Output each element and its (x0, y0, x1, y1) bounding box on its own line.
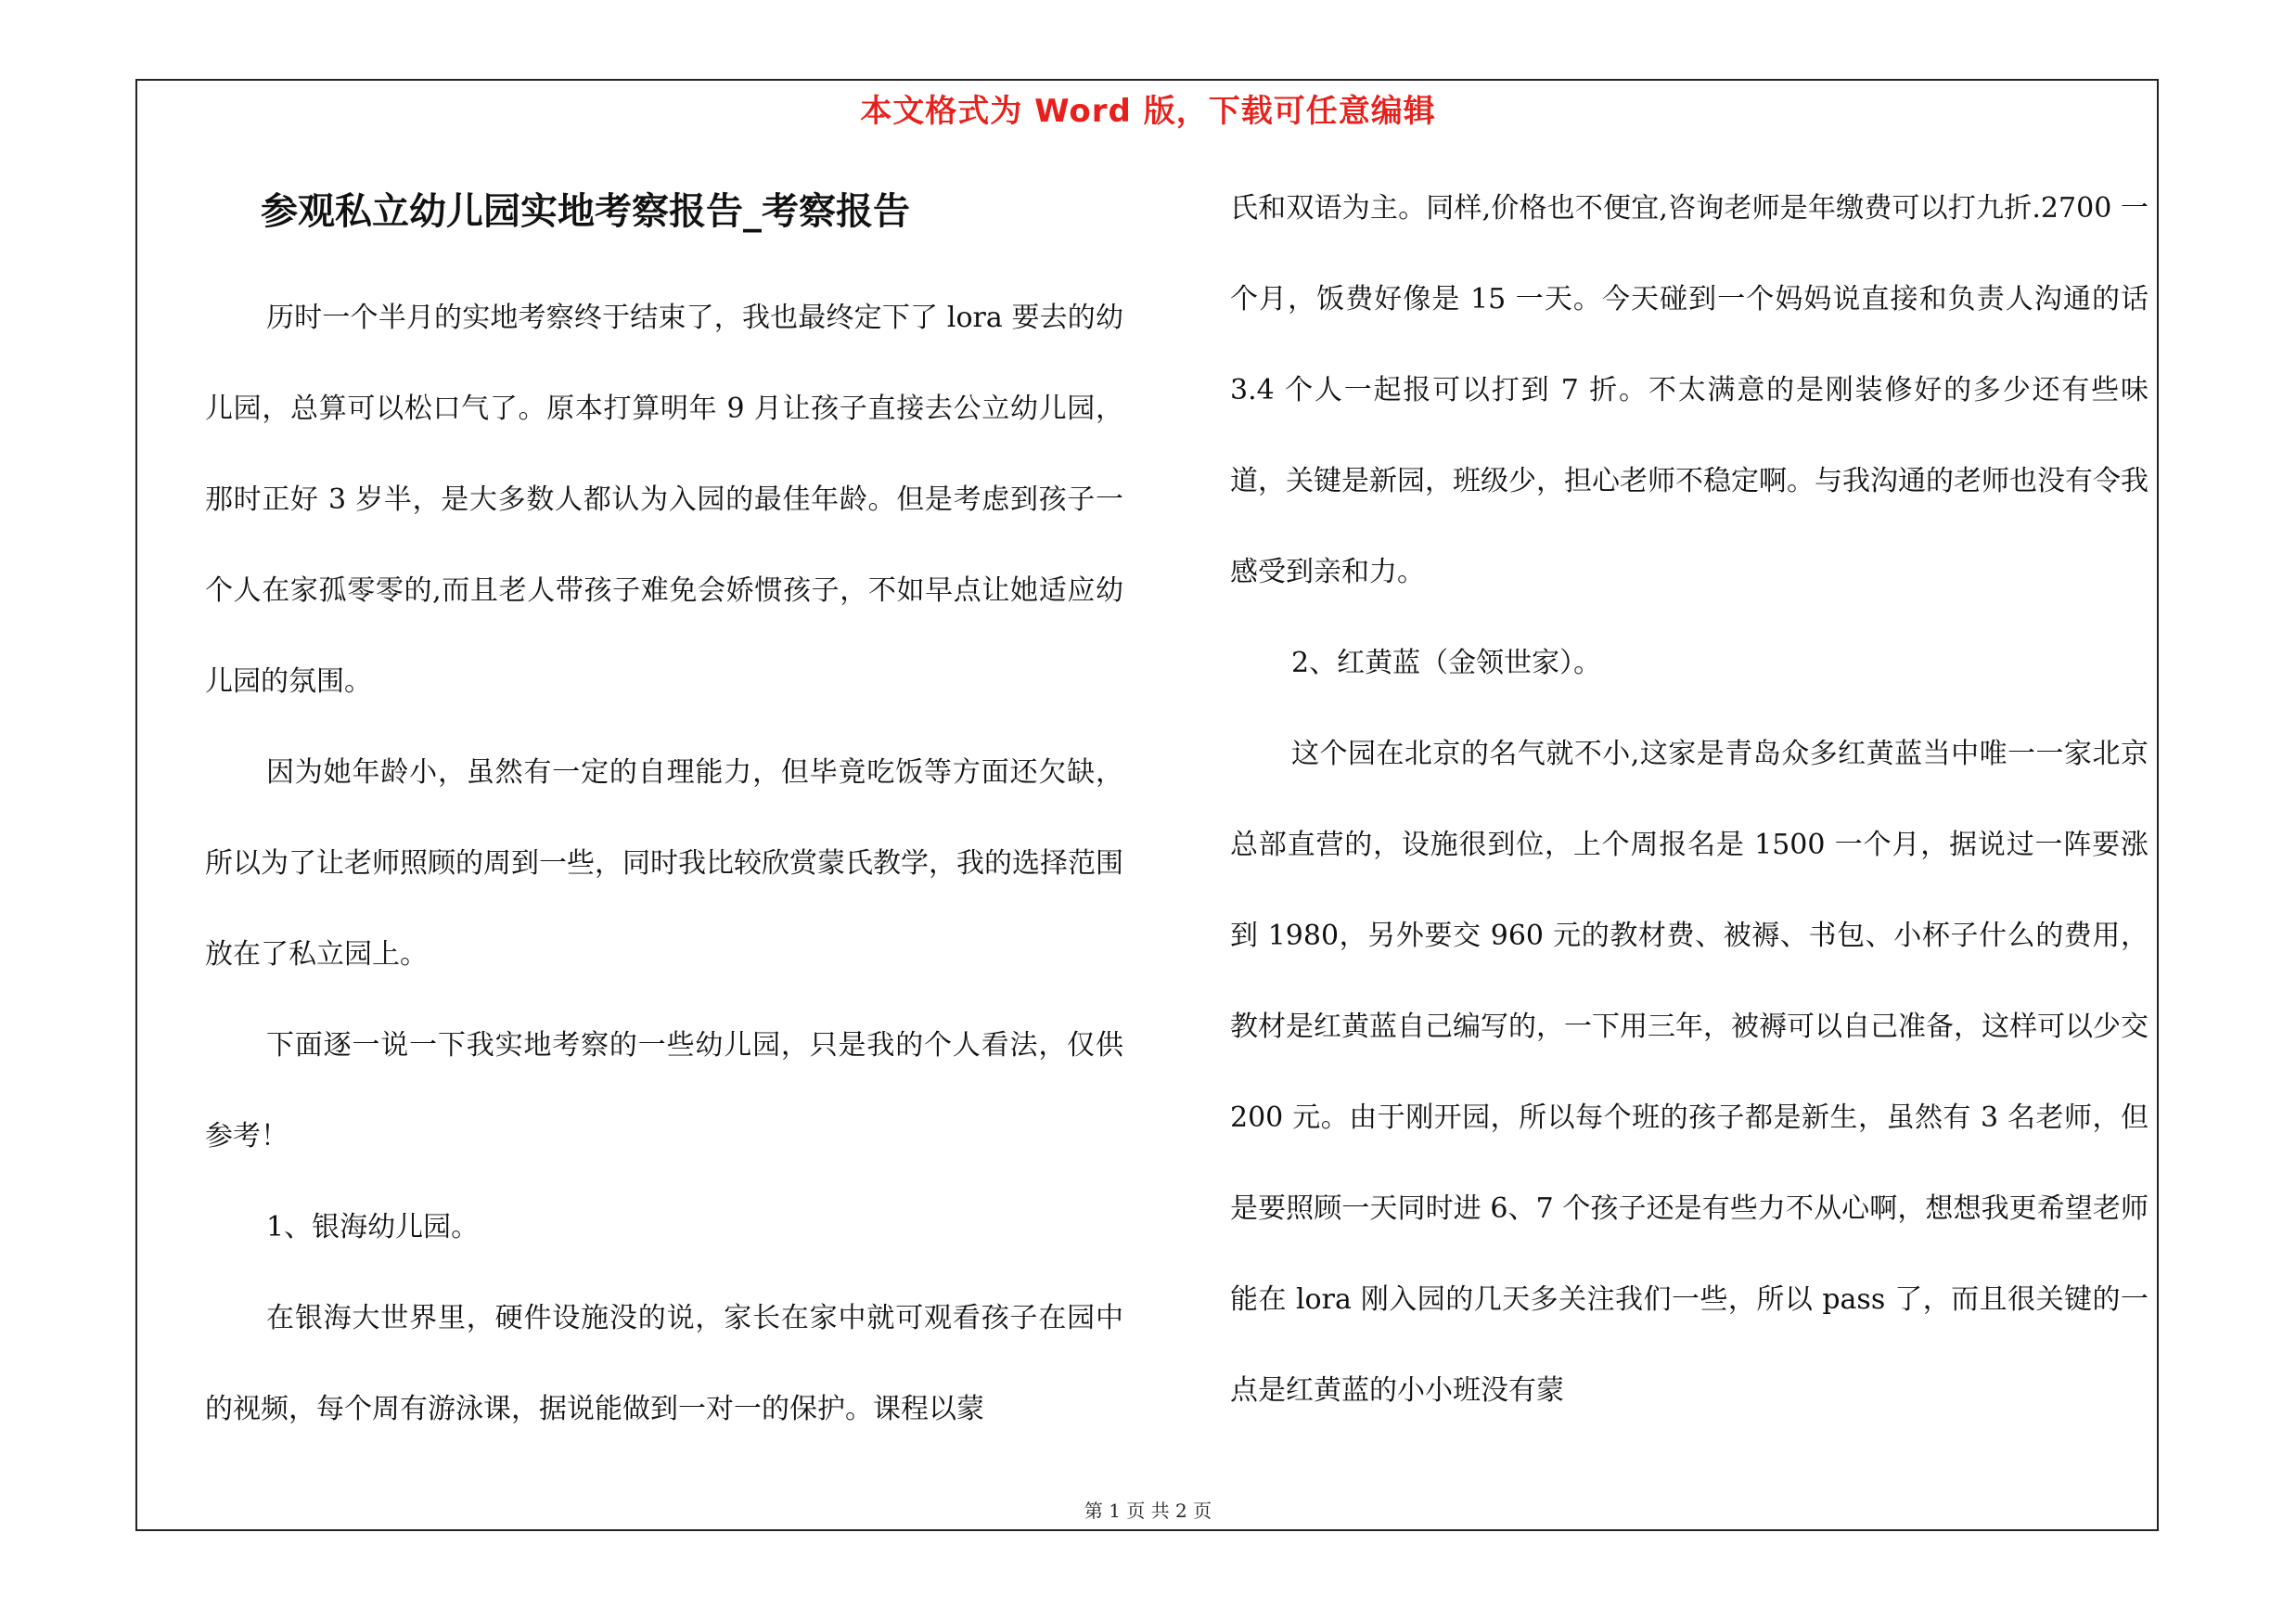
document-title: 参观私立幼儿园实地考察报告_考察报告 (261, 189, 910, 233)
left-column (205, 182, 1123, 1455)
section-heading: 2、红黄蓝（金领世家）。 (1291, 647, 1602, 679)
page-footer: 第 1 页 共 2 页 (1084, 1500, 1212, 1522)
paragraph: 氏和双语为主。同样,价格也不便宜,咨询老师是年缴费可以打九折.2700 一个月，饭费好像是 15 一天。今天碰到一个妈妈说直接和负责人沟通的话 3.4 个人一起报可以打到 7 折。不太满意的是刚装修好的多少还有些味道，关键是新园，班级少，担心老师不稳定啊。与我沟通的老师也没有令我感受到亲和力。 (1230, 192, 2148, 588)
paragraph: 在银海大世界里，硬件设施没的说，家长在家中就可观看孩子在园中的视频，每个周有游泳课，据说能做到一对一的保护。课程以蒙 (205, 1302, 1123, 1425)
paragraph: 这个园在北京的名气就不小,这家是青岛众多红黄蓝当中唯一一家北京总部直营的，设施很到位，上个周报名是 1500 一个月，据说过一阵要涨到 1980，另外要交 960 元的教材费、被褥、书包、小杯子什么的费用，教材是红黄蓝自己编写的，一下用三年，被褥可以自己准备，这样可以少交 200 元。由于刚开园，所以每个班的孩子都是新生，虽然有 3 名老师，但是要照顾一天同时进 6、7 个孩子还是有些力不从心啊，想想我更希望老师能在 lora 刚入园的几天多关注我们一些，所以 pass 了，而且很关键的一点是红黄蓝的小小班没有蒙 (1230, 738, 2148, 1407)
section-heading: 1、银海幼儿园。 (266, 1211, 480, 1243)
format-banner: 本文格式为 Word 版，下载可任意编辑 (860, 93, 1436, 130)
right-column (1230, 182, 2148, 1436)
paragraph: 下面逐一说一下我实地考察的一些幼儿园，只是我的个人看法，仅供参考！ (205, 1029, 1123, 1153)
paragraph: 历时一个半月的实地考察终于结束了，我也最终定下了 lora 要去的幼儿园，总算可以松口气了。原本打算明年 9 月让孩子直接去公立幼儿园，那时正好 3 岁半，是大多数人都认为入园的最佳年龄。但是考虑到孩子一个人在家孤零零的,而且老人带孩子难免会娇惯孩子，不如早点让她适应幼儿园的氛围。 (205, 302, 1123, 698)
paragraph: 因为她年龄小，虽然有一定的自理能力，但毕竟吃饭等方面还欠缺，所以为了让老师照顾的周到一些，同时我比较欣赏蒙氏教学，我的选择范围放在了私立园上。 (205, 756, 1123, 971)
